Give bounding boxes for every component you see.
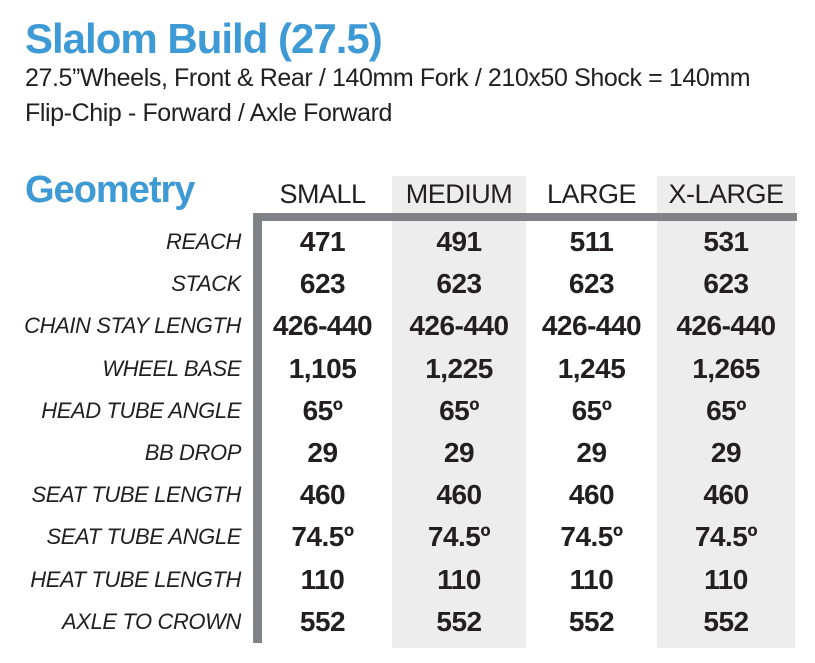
row-label-heat-tube-length: HEAT TUBE LENGTH: [30, 566, 241, 592]
geometry-value-x-large: 65º: [706, 394, 746, 426]
geometry-value-x-large: 623: [703, 268, 749, 300]
geometry-grid: [0, 176, 800, 648]
geometry-value-x-large: 552: [703, 605, 749, 637]
row-label-bb-drop: BB DROP: [144, 440, 241, 466]
geometry-value-large: 460: [568, 479, 615, 511]
geometry-value-small: 110: [300, 563, 345, 595]
column-header-small: SMALL: [279, 179, 366, 209]
geometry-value-medium: 110: [437, 563, 481, 595]
geometry-table: [0, 176, 800, 648]
geometry-value-large: 74.5º: [560, 521, 623, 553]
geometry-value-x-large: 110: [704, 563, 748, 595]
geometry-value-small: 426-440: [272, 310, 373, 342]
build-spec-line-2: Flip-Chip - Forward / Axle Forward: [25, 99, 393, 127]
geometry-value-small: 74.5º: [291, 521, 354, 553]
geometry-section-title: Geometry: [25, 169, 195, 211]
geometry-value-small: 65º: [302, 394, 343, 426]
row-label-reach: REACH: [165, 229, 241, 255]
geometry-value-medium: 623: [436, 268, 482, 300]
geometry-value-large: 552: [568, 605, 615, 637]
geometry-value-medium: 29: [443, 437, 475, 469]
geometry-value-large: 110: [569, 563, 614, 595]
geometry-value-small: 623: [299, 268, 346, 300]
geometry-value-small: 460: [299, 479, 346, 511]
row-label-chain-stay-length: CHAIN STAY LENGTH: [24, 313, 241, 339]
geometry-value-small: 552: [299, 605, 346, 637]
column-header-x-large: X-LARGE: [668, 179, 784, 209]
geometry-value-large: 65º: [571, 394, 612, 426]
geometry-value-large: 29: [576, 437, 607, 469]
geometry-value-large: 623: [568, 268, 615, 300]
geometry-value-medium: 460: [436, 479, 482, 511]
geometry-value-medium: 426-440: [409, 310, 509, 342]
geometry-value-medium: 491: [436, 226, 482, 258]
geometry-value-x-large: 74.5º: [694, 521, 758, 553]
geometry-value-small: 471: [299, 226, 346, 258]
geometry-value-x-large: 426-440: [676, 310, 776, 342]
row-label-stack: STACK: [171, 271, 241, 297]
geometry-value-large: 511: [569, 226, 614, 258]
row-label-seat-tube-length: SEAT TUBE LENGTH: [31, 482, 241, 508]
geometry-value-small: 29: [307, 437, 338, 469]
geometry-value-x-large: 29: [710, 437, 742, 469]
row-label-seat-tube-angle: SEAT TUBE ANGLE: [46, 524, 241, 550]
geometry-value-medium: 552: [436, 605, 482, 637]
row-label-wheel-base: WHEEL BASE: [102, 355, 241, 381]
geometry-value-x-large: 460: [703, 479, 749, 511]
geometry-value-medium: 65º: [439, 394, 479, 426]
row-label-axle-to-crown: AXLE TO CROWN: [62, 608, 241, 634]
geometry-value-medium: 74.5º: [427, 521, 491, 553]
geometry-value-medium: 1,225: [425, 352, 493, 384]
geometry-value-x-large: 1,265: [692, 352, 760, 384]
build-spec-line-1: 27.5”Wheels, Front & Rear / 140mm Fork / 210x50 Shock = 140mm: [25, 64, 751, 92]
geometry-value-x-large: 531: [703, 226, 749, 258]
geometry-value-large: 1,245: [557, 352, 626, 384]
page-title: Slalom Build (27.5): [25, 15, 382, 62]
row-label-head-tube-angle: HEAD TUBE ANGLE: [41, 397, 241, 423]
column-header-medium: MEDIUM: [405, 179, 513, 209]
column-header-large: LARGE: [546, 179, 637, 209]
geometry-value-small: 1,105: [288, 352, 357, 384]
geometry-header-spacer: [0, 176, 253, 221]
geometry-value-large: 426-440: [541, 310, 642, 342]
